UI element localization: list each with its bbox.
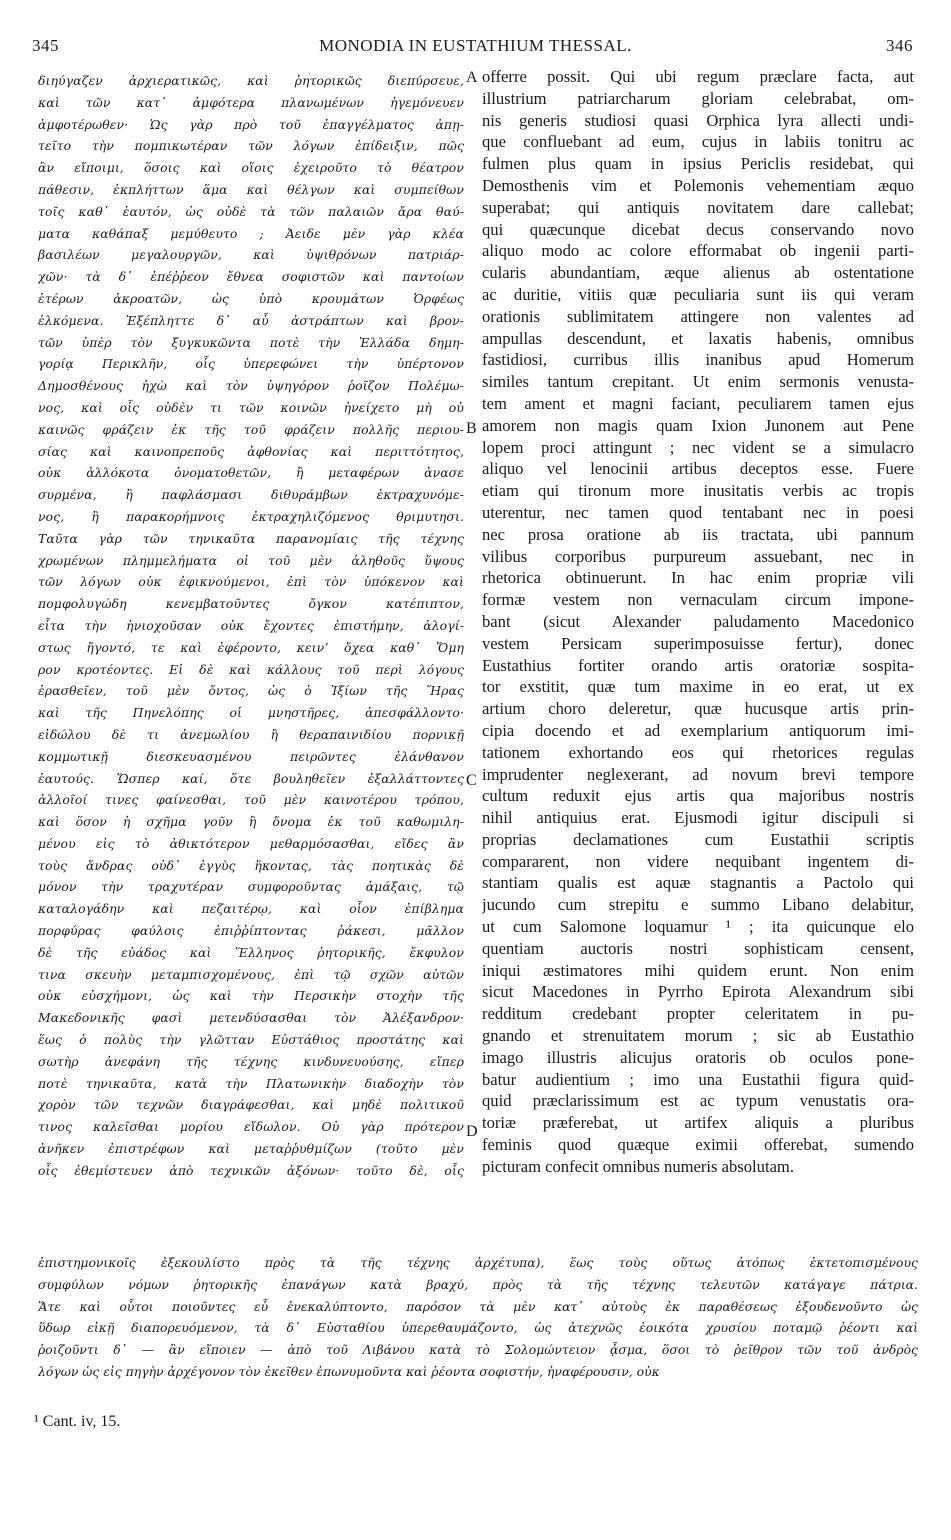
running-header xyxy=(0,36,951,58)
text-line: ἕως ὁ πολὺς τὴν γλῶτταν Εὐστάθιος προστάτης καὶ xyxy=(38,1032,464,1048)
text-line: ἐρασθεῖεν, τοῦ μὲν ὄντος, ὡς ὁ Ἰξίων τῆς Ἥρας xyxy=(38,683,464,699)
text-line: tem ament et magni faciant, peculiarem tamen ejus xyxy=(482,393,914,413)
text-line: εἰδώλου δὲ τι ἀνεμωλίου ἢ θεραπαινιδίου πορνικῇ xyxy=(38,726,464,742)
text-line: aliquo vel lenocinii artibus deceptos esse. Fuere xyxy=(482,459,914,479)
section-marker-a: A xyxy=(466,69,478,86)
text-line: ματα καθάπαξ μεμύθευτο ; Ἀειδε μὲν γὰρ κλέα xyxy=(38,225,464,241)
text-line: πάθεσιν, ἐκπλήττων ἅμα καὶ θέλγων καὶ συμπείθων xyxy=(38,181,464,197)
text-line: nihil antiquius erat. Ejusmodi igitur discipuli si xyxy=(482,808,914,828)
text-line: redditum credebant propter celeritatem in pu- xyxy=(482,1004,914,1024)
text-line: proprias declamationes cum Eustathii scriptis xyxy=(482,829,914,849)
text-line: Δημοσθένους ἠχὼ καὶ τὸν ὑψηγόρον ῥοῖζον Πολέμω- xyxy=(38,378,464,394)
text-line: ἀμφοτέρωθεν· Ὡς γὰρ πρὸ τοῦ ἐπαγγέλματος ἀπῃ- xyxy=(38,116,464,132)
text-line: Ταῦτα γὰρ τῶν τηνικαῦτα παρανομίαις τῆς τέχνης xyxy=(38,530,464,546)
text-line: artium choro deleretur, quæ hucusque artis prin- xyxy=(482,699,914,719)
text-line: qui quæcunque dicebat decus conservando novo xyxy=(482,219,914,239)
text-line: ἀλλοῖοί τινες φαίνεσθαι, τοῦ μὲν καινοτέρου τρόπου, xyxy=(38,792,464,808)
text-line: πορφύρας φαύλοις ἐπιῤῥίπτοντας ῥάκεσι, μᾶλλον xyxy=(38,923,464,939)
greek-full-width-continuation xyxy=(38,1252,918,1383)
text-line: διηύγαζεν ἀρχιερατικῶς, καὶ ῥητορικῶς διεπύρσευε, xyxy=(38,73,464,88)
running-title: MONODIA IN EUSTATHIUM THESSAL. xyxy=(319,36,632,55)
text-line: ut cum Salomone loquamur ¹ ; ita quicunque elo xyxy=(482,917,914,937)
text-line: οἷς ἐθεμίστευεν ἀπὸ τεχνικῶν ἀξόνων· τοῦτο δὲ, οἷς xyxy=(38,1162,464,1178)
text-line: σίας καὶ καινοπρεποῦς ἀφθονίας καὶ περιττότητος, xyxy=(38,443,464,459)
text-line: ἐπιστημονικοῖς ἐξεκουλίστο πρὸς τὰ τῆς τέχνης ἀρχέτυπα), ἕως τοὺς οὕτως ἀτόπως ἐκτετοπισμένους xyxy=(38,1255,918,1270)
text-line: vestem Persicam superimposuisse fertur), donec xyxy=(482,633,914,653)
text-line: χρωμένων πλημμελήματα οἱ τοῦ μὲν ἀληθοῦς ὕψους xyxy=(38,552,464,568)
text-line: σωτὴρ ἀνεφάνη τῆς τέχνης κινδυνευούσης, εἴπερ xyxy=(38,1053,464,1069)
text-line: νος, καὶ οἷς οὐδὲν τι τῶν κοινῶν ἠνείχετο μὴ οὐ xyxy=(38,399,464,415)
text-line: τεῖτο τὴν πομπικωτέραν τῶν λόγων ἐπίδειξιν, πῶς xyxy=(38,138,464,154)
text-line: καὶ τῆς Πηνελόπης οἱ μνηστῆρες, ἀπεσφάλλοντο· xyxy=(38,705,464,721)
text-line: συμφύλων νόμων ῥητορικῆς ἐπανάγων κατὰ βραχύ, πρὸς τὰ τῆς τέχνης τελευτῶν κατάγαγε πάτρια. xyxy=(38,1276,918,1292)
text-line: κομμωτικῇ διεσκευασμένου πειρῶντες ἐλάνθανον xyxy=(38,748,464,764)
text-line: χορὸν τῶν τεχνῶν διαγράφεσθαι, καὶ μηδὲ πολιτικοῦ xyxy=(38,1097,464,1113)
text-line: jucundo cum strepitu e summo Libano delabitur, xyxy=(482,895,914,915)
text-line: καὶ τῶν κατ᾽ ἀμφότερα πλανωμένων ἡγεμόνευεν xyxy=(38,94,464,110)
text-line: τινος καλεῖσθαι μορίου εἴδωλον. Οὐ γὰρ πρότερον xyxy=(38,1119,464,1135)
text-line: βασιλέων μεγαλουργῶν, καὶ ὑψιθρόνων πατριάρ- xyxy=(38,247,464,263)
text-line: orationis sublimitatem attingere non valentes ad xyxy=(482,306,914,326)
text-line: vilibus corporibus purpureum assuebant, nec in xyxy=(482,546,914,566)
text-line: feminis quod quæque eximii offerebat, sumendo xyxy=(482,1135,914,1155)
page-number-right: 346 xyxy=(886,36,913,55)
text-line: καταλογάδην καὶ πεζαιτέρῳ, καὶ οἷον ἐπίβλημα xyxy=(38,901,464,917)
text-line: rhetorica obtinuerunt. In hac enim propriæ vili xyxy=(482,568,914,588)
text-line: illustrium patriarcharum gloriam celebrabat, om- xyxy=(482,88,914,108)
section-marker-b: B xyxy=(466,420,477,437)
page-number-left: 345 xyxy=(32,36,59,55)
text-line: τοὺς ἄνδρας οὐδ᾽ ἐγγὺς ἥκοντας, τὰς ποητικὰς δὲ xyxy=(38,857,464,873)
text-line: imprudenter neglexerant, ad novum brevi tempore xyxy=(482,764,914,784)
section-marker-d: D xyxy=(466,1123,478,1140)
text-line: fastidiosi, curribus illis inanibus apud Homerum xyxy=(482,350,914,370)
text-line: Μακεδονικῆς φασὶ μετενδύσασθαι τὸν Ἀλέξανδρον· xyxy=(38,1010,464,1026)
text-line: similes tantum crepitant. Ut enim sermonis venusta- xyxy=(482,372,914,392)
text-line: ἑτέρων ἀκροατῶν, ὡς ὑπὸ κρουμάτων Ὀρφέως xyxy=(38,290,464,306)
text-line: sicut Macedones in Pyrrho Epirota Alexandrum sibi xyxy=(482,982,914,1002)
text-line: Demosthenis vim et Polemonis vehementiam æquo xyxy=(482,175,914,195)
text-line: λόγων ὡς εἰς πηγὴν ἀρχέγονον τὸν ἐκεῖθεν ἐπωνυμοῦντα καὶ ῥέοντα σοφιστήν, ἠναφέρουσιν, οὐκ xyxy=(38,1363,660,1379)
text-line: ὕδωρ εἰκῇ διαπορευόμενον, τὰ δ᾽ Εὐσταθίου ὑπερεθαυμάζοντο, ὡς ἀτεχνῶς ἐοικότα χρυσίου ποταμῷ ῥέοντι καὶ xyxy=(38,1320,918,1336)
text-line: lopem proci attingunt ; nec vident se a simulacro xyxy=(482,437,914,457)
text-line: εἶτα τὴν ἡνιοχοῦσαν οὐκ ἔχοντες ἐπιστήμην, ἀλογί- xyxy=(38,617,464,633)
text-line: οὐκ ἀλλόκοτα ὀνοματοθετῶν, ἢ μεταφέρων ἀνασε xyxy=(38,465,464,481)
text-line: imago illustris alicujus oratoris ob oculos pone- xyxy=(482,1047,914,1067)
text-line: cularis abundantiam, æque alienus ab ostentatione xyxy=(482,263,914,283)
text-line: ἑλκόμενα. Ἐξέπληττε δ᾽ αὖ ἀστράπτων καὶ βρον- xyxy=(38,312,464,328)
text-line: quentiam auctoris nostri sophisticam censent, xyxy=(482,938,914,958)
text-line: etiam qui tironum more inusitatis verbis ac tropis xyxy=(482,481,914,501)
text-line: fulmen plus quam in ipsius Periclis residebat, qui xyxy=(482,154,914,174)
text-line: τοῖς καθ᾽ ἑαυτόν, ὡς οὐδὲ τὰ τῶν παλαιῶν ἄρα θαύ- xyxy=(38,203,464,219)
text-line: stantiam qualis est aquæ stagnantis a Pactolo qui xyxy=(482,873,914,893)
greek-column xyxy=(38,70,464,1182)
text-line: nec prosa oratione ab iis tractata, ubi pannum xyxy=(482,524,914,544)
text-line: que confluebant ad eum, cujus in labiis tonitru ac xyxy=(482,132,914,152)
text-line: ἑαυτούς. Ὥσπερ καί, ὅτε βουληθεῖεν ἐξαλλάττοντες xyxy=(38,770,464,786)
text-line: tationem exhortando eos qui rhetorices regulas xyxy=(482,742,914,762)
latin-column xyxy=(482,66,914,1178)
text-line: δὲ τῆς εὐάδος καὶ Ἕλληνος ῥητορικῆς, ἔκφυλον xyxy=(38,944,464,960)
text-line: τινα σκευὴν μεταμπισχομένους, ἐπὶ τῷ σχῶν αὐτῶν xyxy=(38,966,464,982)
text-line: ρον κροτέοντες. Εἰ δὲ καὶ κάλλους τοῦ περὶ λόγους xyxy=(38,661,464,677)
text-line: ῥοιζοῦντι δ᾽ — ἂν εἴποιεν — ἀπὸ τοῦ Λιβάνου κατὰ τὸ Σολομώντειον ᾆσμα, ὅσοι τὸ ῥεῖθρον τῶν τοῦ ἀνδρὸς xyxy=(38,1342,918,1358)
text-line: offerre possit. Qui ubi regum præclare facta, aut xyxy=(482,67,914,86)
text-line: bant (sicut Alexander paludamento Macedonico xyxy=(482,611,914,631)
text-line: συρμένα, ἢ παφλάσμασι διθυράμβων ἐκτραχυνόμε- xyxy=(38,487,464,503)
text-line: compararent, non videre nequibant ingentem di- xyxy=(482,851,914,871)
text-line: ἀνῆκεν ἐπιστρέφων καὶ μεταῤῥυθμίζων (τοῦτο μὲν xyxy=(38,1141,464,1157)
text-line: cipia docendo et ad exemplarium antiquorum imi- xyxy=(482,720,914,740)
footnote: ¹ Cant. iv, 15. xyxy=(34,1413,121,1430)
text-line: formæ vestem non vernaculam circum impone- xyxy=(482,590,914,610)
text-line: ampullas descendunt, et laxatis habenis, omnibus xyxy=(482,328,914,348)
text-line: καὶ ὅσον ἡ σχῆμα γοῦν ἢ ὄνομα ἐκ τοῦ καθωμιλη- xyxy=(38,814,464,830)
section-marker-c: C xyxy=(466,772,477,789)
text-line: superabat; qui antiquis novitatem dare callebat; xyxy=(482,197,914,217)
text-line: uterentur, nec tamen quod tentabant nec in poesi xyxy=(482,502,914,522)
text-line: Eustathius fortiter orando artis oratoriæ sospita- xyxy=(482,655,914,675)
text-line: iniqui æstimatores mihi quidem erunt. Non enim xyxy=(482,960,914,980)
text-line: batur audientium ; imo una Eustathii figura quid- xyxy=(482,1069,914,1089)
text-line: ac duritie, vitiis quæ peculiaria sunt iis qui veram xyxy=(482,284,914,304)
text-line: cultum reduxit ejus artis qua majoribus nostris xyxy=(482,786,914,806)
text-line: τῶν λόγων οὐκ ἐφικνούμενοι, ἐπὶ τὸν ὑπόκενον καὶ xyxy=(38,574,464,590)
text-line: χῶν· τὰ δ᾽ ἐπέῤῥεον ἔθνεα σοφιστῶν καὶ παντοίων xyxy=(38,269,464,285)
text-line: tor exstitit, quæ tum maxime in eo erat, ut ex xyxy=(482,677,914,697)
text-line: οὐκ εὐσχήμονι, ὡς καὶ τὴν Περσικὴν στοχὴν τῆς xyxy=(38,988,464,1004)
text-line: ἂν εἴποιμι, ὅσοις καὶ οἵοις ἐχειροῦτο τὸ θέατρον xyxy=(38,160,464,176)
text-line: τῶν ὑπὲρ τὸν ξυγκυκῶντα ποτὲ τὴν Ἑλλάδα δημη- xyxy=(38,334,464,350)
text-line: γορίᾳ Περικλῆν, οἷς ὑπερεφώνει τὴν ὑπέρτονον xyxy=(38,356,464,372)
text-line: μένου εἰς τὸ ἀθικτότερον μεθαρμόσασθαι, εἴδες ἂν xyxy=(38,835,464,851)
text-line: aliquo modo ac colore efformabat ob ingenii parti- xyxy=(482,241,914,261)
text-line: στως ἤγοντό, τε καὶ ἐφέροντο, κεινʼ ὄχεα καθ᾽ Ὅμη xyxy=(38,639,464,655)
text-line: nis generis studiosi quasi Orphica lyra allecti undi- xyxy=(482,110,914,130)
text-line: toriæ præferebat, ut artifex aliquis a pluribus xyxy=(482,1113,914,1133)
text-line: νος, ἢ παρακορήμνοις ἐκτραχηλιζόμενος θριμυτησι. xyxy=(38,508,464,524)
text-line: picturam confecit omnibus numeris absolutam. xyxy=(482,1156,794,1176)
text-line: πομφολυγώδη κενεμβατοῦντες ὄγκον κατέπιπτον, xyxy=(38,596,464,612)
text-line: ποτὲ τηνικαῦτα, κατὰ τὴν Πλατωνικὴν διαδοχὴν τὸν xyxy=(38,1075,464,1091)
text-line: καινῶς φράζειν ἐκ τῆς τοῦ φράζειν πολλῆς περιου- xyxy=(38,421,464,437)
text-line: Ἅτε καὶ οὗτοι ποιοῦντες εὖ ἐνεκαλύπτοντο, παρόσον τὰ μὲν κατ᾽ αὐτοὺς ἐκ παραθέσεως ἐξουδενοῦντο ὡς xyxy=(38,1298,918,1314)
text-line: quid præclarissimum est ac typum venustatis ora- xyxy=(482,1091,914,1111)
text-line: gnando et strenuitatem morum ; sic ab Eustathio xyxy=(482,1026,914,1046)
text-line: μόνον τὴν τραχυτέραν συμφοροῦντας ἁμάξαις, τῷ xyxy=(38,879,464,895)
text-line: amorem non magis quam Ixion Junonem aut Pene xyxy=(482,415,914,435)
